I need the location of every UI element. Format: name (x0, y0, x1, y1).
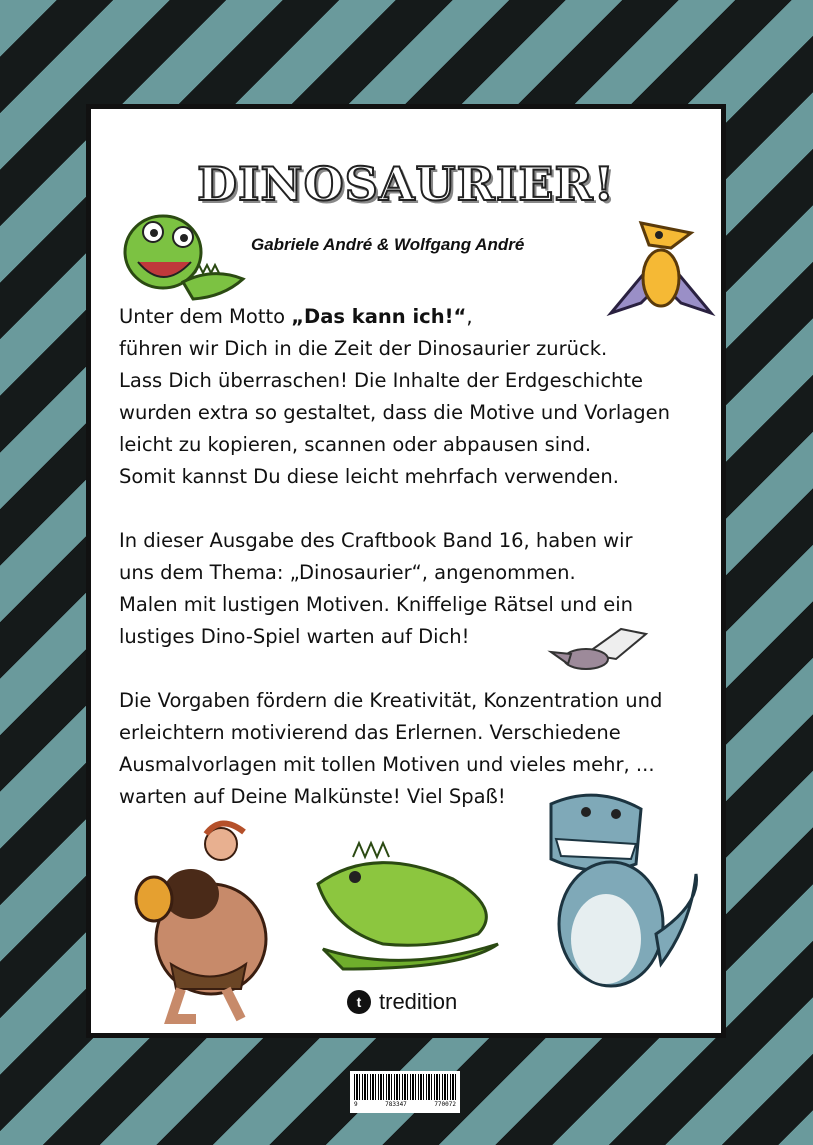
text-line: Ausmalvorlagen mit tollen Motiven und vieles mehr, ... (119, 753, 655, 776)
iguana-illustration (303, 829, 508, 979)
caveman-illustration (126, 814, 286, 1029)
barcode-bars (354, 1074, 456, 1100)
book-title: DINOSAURIER! (197, 157, 615, 211)
tredition-icon: t (347, 990, 371, 1014)
text-line: lustiges Dino-Spiel warten auf Dich! (119, 625, 470, 648)
text-line: Unter dem Motto „Das kann ich!“, (119, 305, 473, 328)
barcode-number: 9 783347 770072 (354, 1101, 456, 1108)
text-line: erleichtern motivierend das Erlernen. Verschiedene (119, 721, 621, 744)
text-line: warten auf Deine Malkünste! Viel Spaß! (119, 785, 506, 808)
authors: Gabriele André & Wolfgang André (251, 235, 525, 254)
publisher-name: tredition (379, 989, 458, 1014)
text-line: wurden extra so gestaltet, dass die Motive und Vorlagen (119, 401, 670, 424)
text-line: leicht zu kopieren, scannen oder abpausen sind. (119, 433, 592, 456)
text-line: In dieser Ausgabe des Craftbook Band 16, haben wir (119, 529, 633, 552)
text-line: Die Vorgaben fördern die Kreativität, Konzentration und (119, 689, 663, 712)
description (119, 301, 709, 813)
isbn-barcode (350, 1071, 460, 1113)
cover-panel (86, 104, 726, 1038)
small-pterodactyl-illustration (546, 624, 651, 679)
text-line: führen wir Dich in die Zeit der Dinosaurier zurück. (119, 337, 608, 360)
publisher-logo (347, 989, 457, 1015)
t-rex-illustration (526, 784, 706, 1009)
green-dino-illustration (113, 207, 253, 307)
text-line: Somit kannst Du diese leicht mehrfach verwenden. (119, 465, 619, 488)
text-line: uns dem Thema: „Dinosaurier“, angenommen. (119, 561, 576, 584)
text-line: Lass Dich überraschen! Die Inhalte der Erdgeschichte (119, 369, 644, 392)
text-line: Malen mit lustigen Motiven. Kniffelige Rätsel und ein (119, 593, 634, 616)
